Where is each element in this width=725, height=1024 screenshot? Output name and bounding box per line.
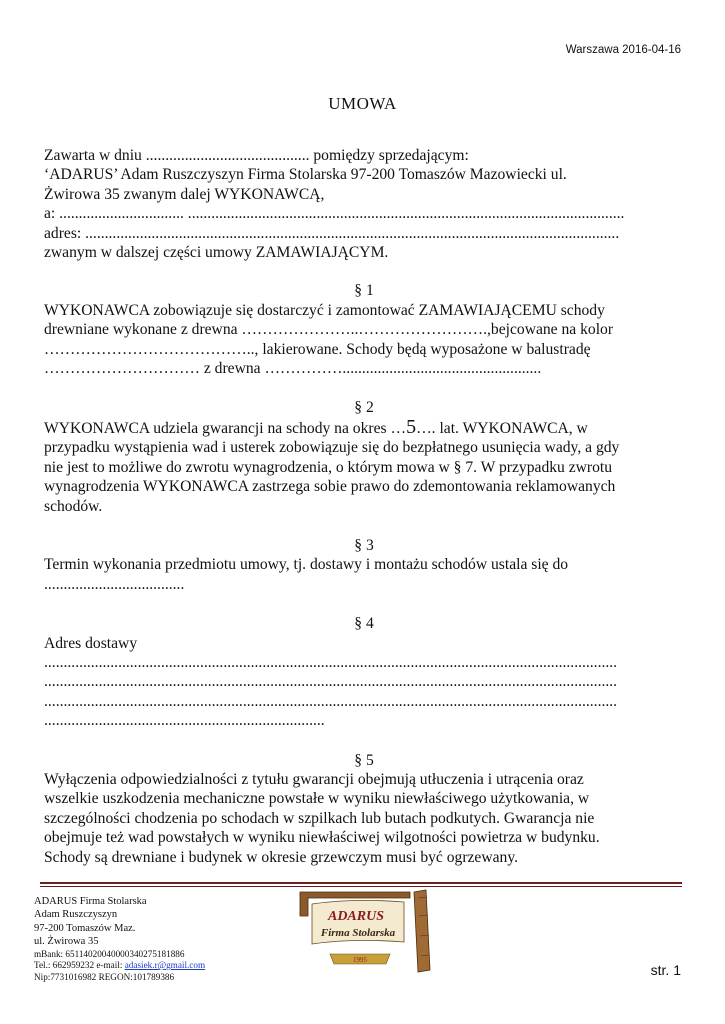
- contract-body: [44, 146, 684, 867]
- footer-contact: [34, 960, 205, 972]
- section-4-paragraph: [44, 634, 684, 731]
- footer-phone: Tel.: 662959232 e-mail:: [34, 960, 125, 971]
- section-line: obejmuje też wad powstałych w wyniku niewłaściwej wilgotności powietrza w budynku.: [44, 829, 600, 847]
- section-line: wynagrodzenia WYKONAWCA zastrzega sobie prawo do zdemontowania reklamowanych: [44, 478, 616, 496]
- intro-line: adres: .........................................................................................................................................: [44, 224, 620, 242]
- section-line: ...................................................................................................................................................: [44, 653, 618, 671]
- footer-company: ADARUS Firma Stolarska: [34, 896, 147, 907]
- logo-post-icon: [414, 890, 430, 972]
- intro-line: zwanym w dalszej części umowy ZAMAWIAJĄCYM.: [44, 244, 389, 262]
- intro-line: Zawarta w dniu .......................................... pomiędzy sprzedającym:: [44, 147, 469, 164]
- footer-city: 97-200 Tomaszów Maz.: [34, 922, 136, 934]
- section-1-paragraph: [44, 301, 684, 379]
- section-line: wszelkie uszkodzenia mechaniczne powstałe w wyniku niewłaściwego użytkowania, w: [44, 790, 590, 808]
- intro-line: a: ................................ ................................................................................................................: [44, 205, 625, 223]
- section-heading-3: § 3: [354, 536, 374, 554]
- section-3-paragraph: [44, 555, 684, 594]
- section-line: Wyłączenia odpowiedzialności z tytułu gwarancji obejmują utłuczenia i utrącenia oraz: [44, 770, 584, 788]
- warranty-text-pre: WYKONAWCA udziela gwarancji na schody na okres …: [44, 419, 407, 437]
- footer-divider: [40, 882, 682, 884]
- section-line: WYKONAWCA zobowiązuje się dostarczyć i zamontować ZAMAWIAJĄCEMU schody: [44, 301, 605, 319]
- section-line: ....................................: [44, 575, 185, 593]
- warranty-text-post: …. lat. WYKONAWCA, w: [416, 419, 588, 437]
- footer-email-link[interactable]: adasiek.r@gmail.com: [124, 960, 206, 971]
- logo-name: ADARUS: [327, 909, 385, 924]
- footer-street: ul. Żwirowa 35: [34, 936, 99, 948]
- section-heading-1: § 1: [354, 282, 374, 300]
- section-heading-2: § 2: [354, 399, 374, 417]
- section-line: Adres dostawy: [44, 634, 138, 652]
- document-title: UMOWA: [328, 94, 397, 113]
- section-2-paragraph: [44, 418, 684, 516]
- intro-line: ‘ADARUS’ Adam Ruszczyszyn Firma Stolarska 97-200 Tomaszów Mazowiecki ul.: [44, 166, 567, 184]
- adarus-logo: [294, 886, 440, 974]
- section-heading-5: § 5: [354, 751, 374, 769]
- section-line: schodów.: [44, 497, 103, 515]
- section-line: ...................................................................................................................................................: [44, 673, 618, 691]
- section-line: ………………………… z drewna ……………...................................................: [44, 360, 542, 378]
- section-line: nie jest to możliwe do zwrotu wynagrodzenia, o którym mowa w § 7. W przypadku zwrotu: [44, 458, 613, 476]
- section-line: Termin wykonania przedmiotu umowy, tj. dostawy i montażu schodów ustala się do: [44, 556, 569, 574]
- footer-owner: Adam Ruszczyszyn: [34, 909, 118, 921]
- section-line: Schody są drewniane i budynek w okresie grzewczym musi być ogrzewany.: [44, 848, 519, 866]
- section-line: przypadku wystąpienia wad i usterek zobowiązuje się do bezpłatnego usunięcia wady, a gdy: [44, 439, 620, 457]
- logo-year: 1995: [353, 956, 367, 964]
- intro-line: Żwirowa 35 zwanym dalej WYKONAWCĄ,: [44, 185, 325, 203]
- footer-company-info: [34, 895, 205, 983]
- footer-bank: mBank: 65114020040000340275181886: [34, 948, 185, 959]
- section-5-paragraph: [44, 770, 684, 867]
- section-line: ...................................................................................................................................................: [44, 692, 618, 710]
- footer-ids: Nip:7731016982 REGON:101789386: [34, 971, 175, 982]
- section-heading-4: § 4: [354, 615, 374, 633]
- section-line: ………………………………….., lakierowane. Schody będą wyposażone w balustradę: [44, 340, 591, 358]
- section-line: drewniane wykonane z drewna …………………..…………………….,bejcowane na kolor: [44, 321, 614, 339]
- page-number: str. 1: [650, 962, 681, 978]
- section-line: ........................................................................: [44, 712, 325, 730]
- warranty-years: 5: [406, 417, 417, 438]
- logo-subtitle: Firma Stolarska: [320, 927, 396, 939]
- warranty-line: [44, 418, 684, 438]
- document-date: Warszawa 2016-04-16: [565, 44, 681, 56]
- intro-paragraph: [44, 146, 684, 262]
- section-line: szczególności chodzenia po schodach w szpilkach lub butach podkutych. Gwarancja nie: [44, 809, 595, 827]
